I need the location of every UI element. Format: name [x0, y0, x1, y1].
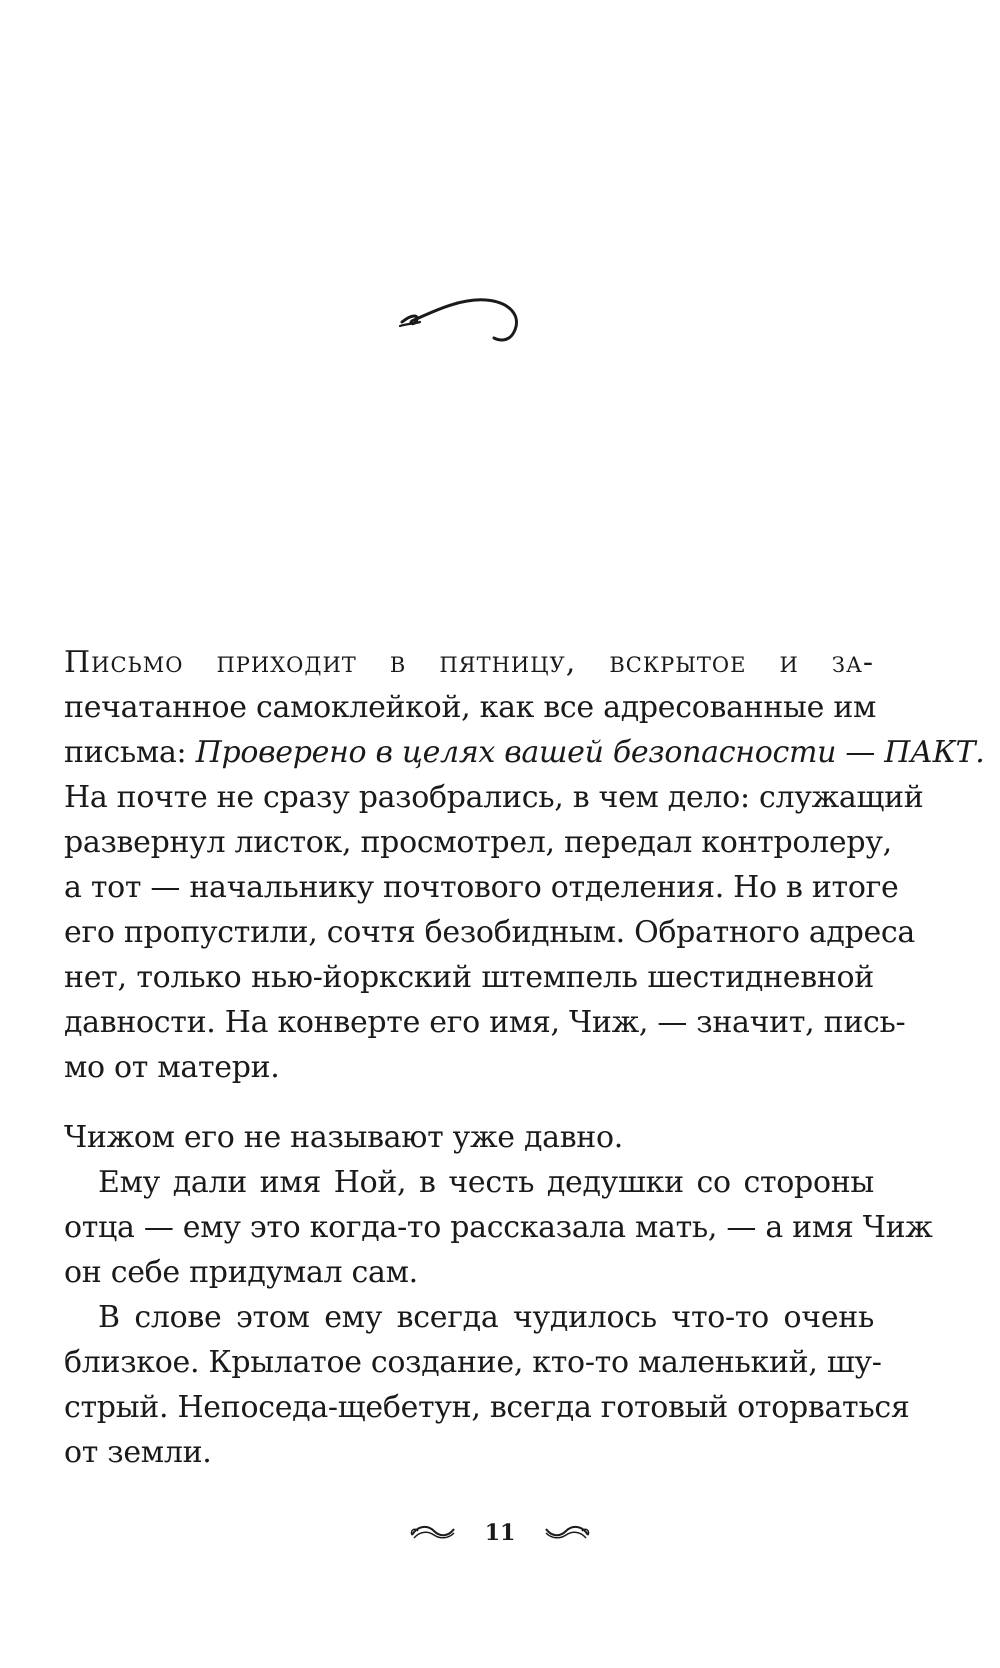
text-line: развернул листок, просмотрел, передал контролеру,: [64, 825, 892, 860]
page-number: 11: [484, 1520, 516, 1546]
text-line: его пропустили, сочтя безобидным. Обратного адреса: [64, 915, 916, 950]
text-line: В слове этом ему всегда чудилось что-то очень: [98, 1300, 874, 1335]
text-line: от земли.: [64, 1435, 212, 1470]
text-line: он себе придумал сам.: [64, 1255, 418, 1290]
paragraph-4: [64, 1295, 910, 1475]
wave-ornament-icon: [408, 1523, 458, 1543]
text-line: нет, только нью-йоркский штемпель шестидневной: [64, 960, 874, 995]
text-line: а тот — начальнику почтового отделения. Но в итоге: [64, 870, 899, 905]
paragraph-opening: [64, 640, 985, 1090]
opening-line: Письмо приходит в пятницу, вскрытое и за-: [64, 645, 874, 680]
text-line: [64, 730, 985, 775]
text-line: На почте не сразу разобрались, в чем дело: служащий: [64, 780, 924, 815]
text-line: близкое. Крылатое создание, кто-то маленький, шу-: [64, 1345, 882, 1380]
paragraph-3: [64, 1160, 933, 1295]
text-line: мо от матери.: [64, 1050, 280, 1085]
text-fragment: письма:: [64, 735, 196, 770]
text-line: Чижом его не называют уже давно.: [64, 1120, 623, 1155]
text-line: печатанное самоклейкой, как все адресованные им: [64, 690, 877, 725]
paragraph-2: [64, 1115, 874, 1160]
text-line: стрый. Непоседа-щебетун, всегда готовый оторваться: [64, 1390, 910, 1425]
page-footer: [0, 1520, 1000, 1560]
italic-quote: Проверено в целях вашей безопасности — ПАКТ.: [195, 735, 985, 770]
text-line: давности. На конверте его имя, Чиж, — значит, пись-: [64, 1005, 906, 1040]
swash-flourish-icon: [398, 292, 526, 352]
wave-ornament-icon: [542, 1523, 592, 1543]
text-line: Ему дали имя Ной, в честь дедушки со стороны: [98, 1165, 874, 1200]
text-line: отца — ему это когда-то рассказала мать, — а имя Чиж: [64, 1210, 933, 1245]
